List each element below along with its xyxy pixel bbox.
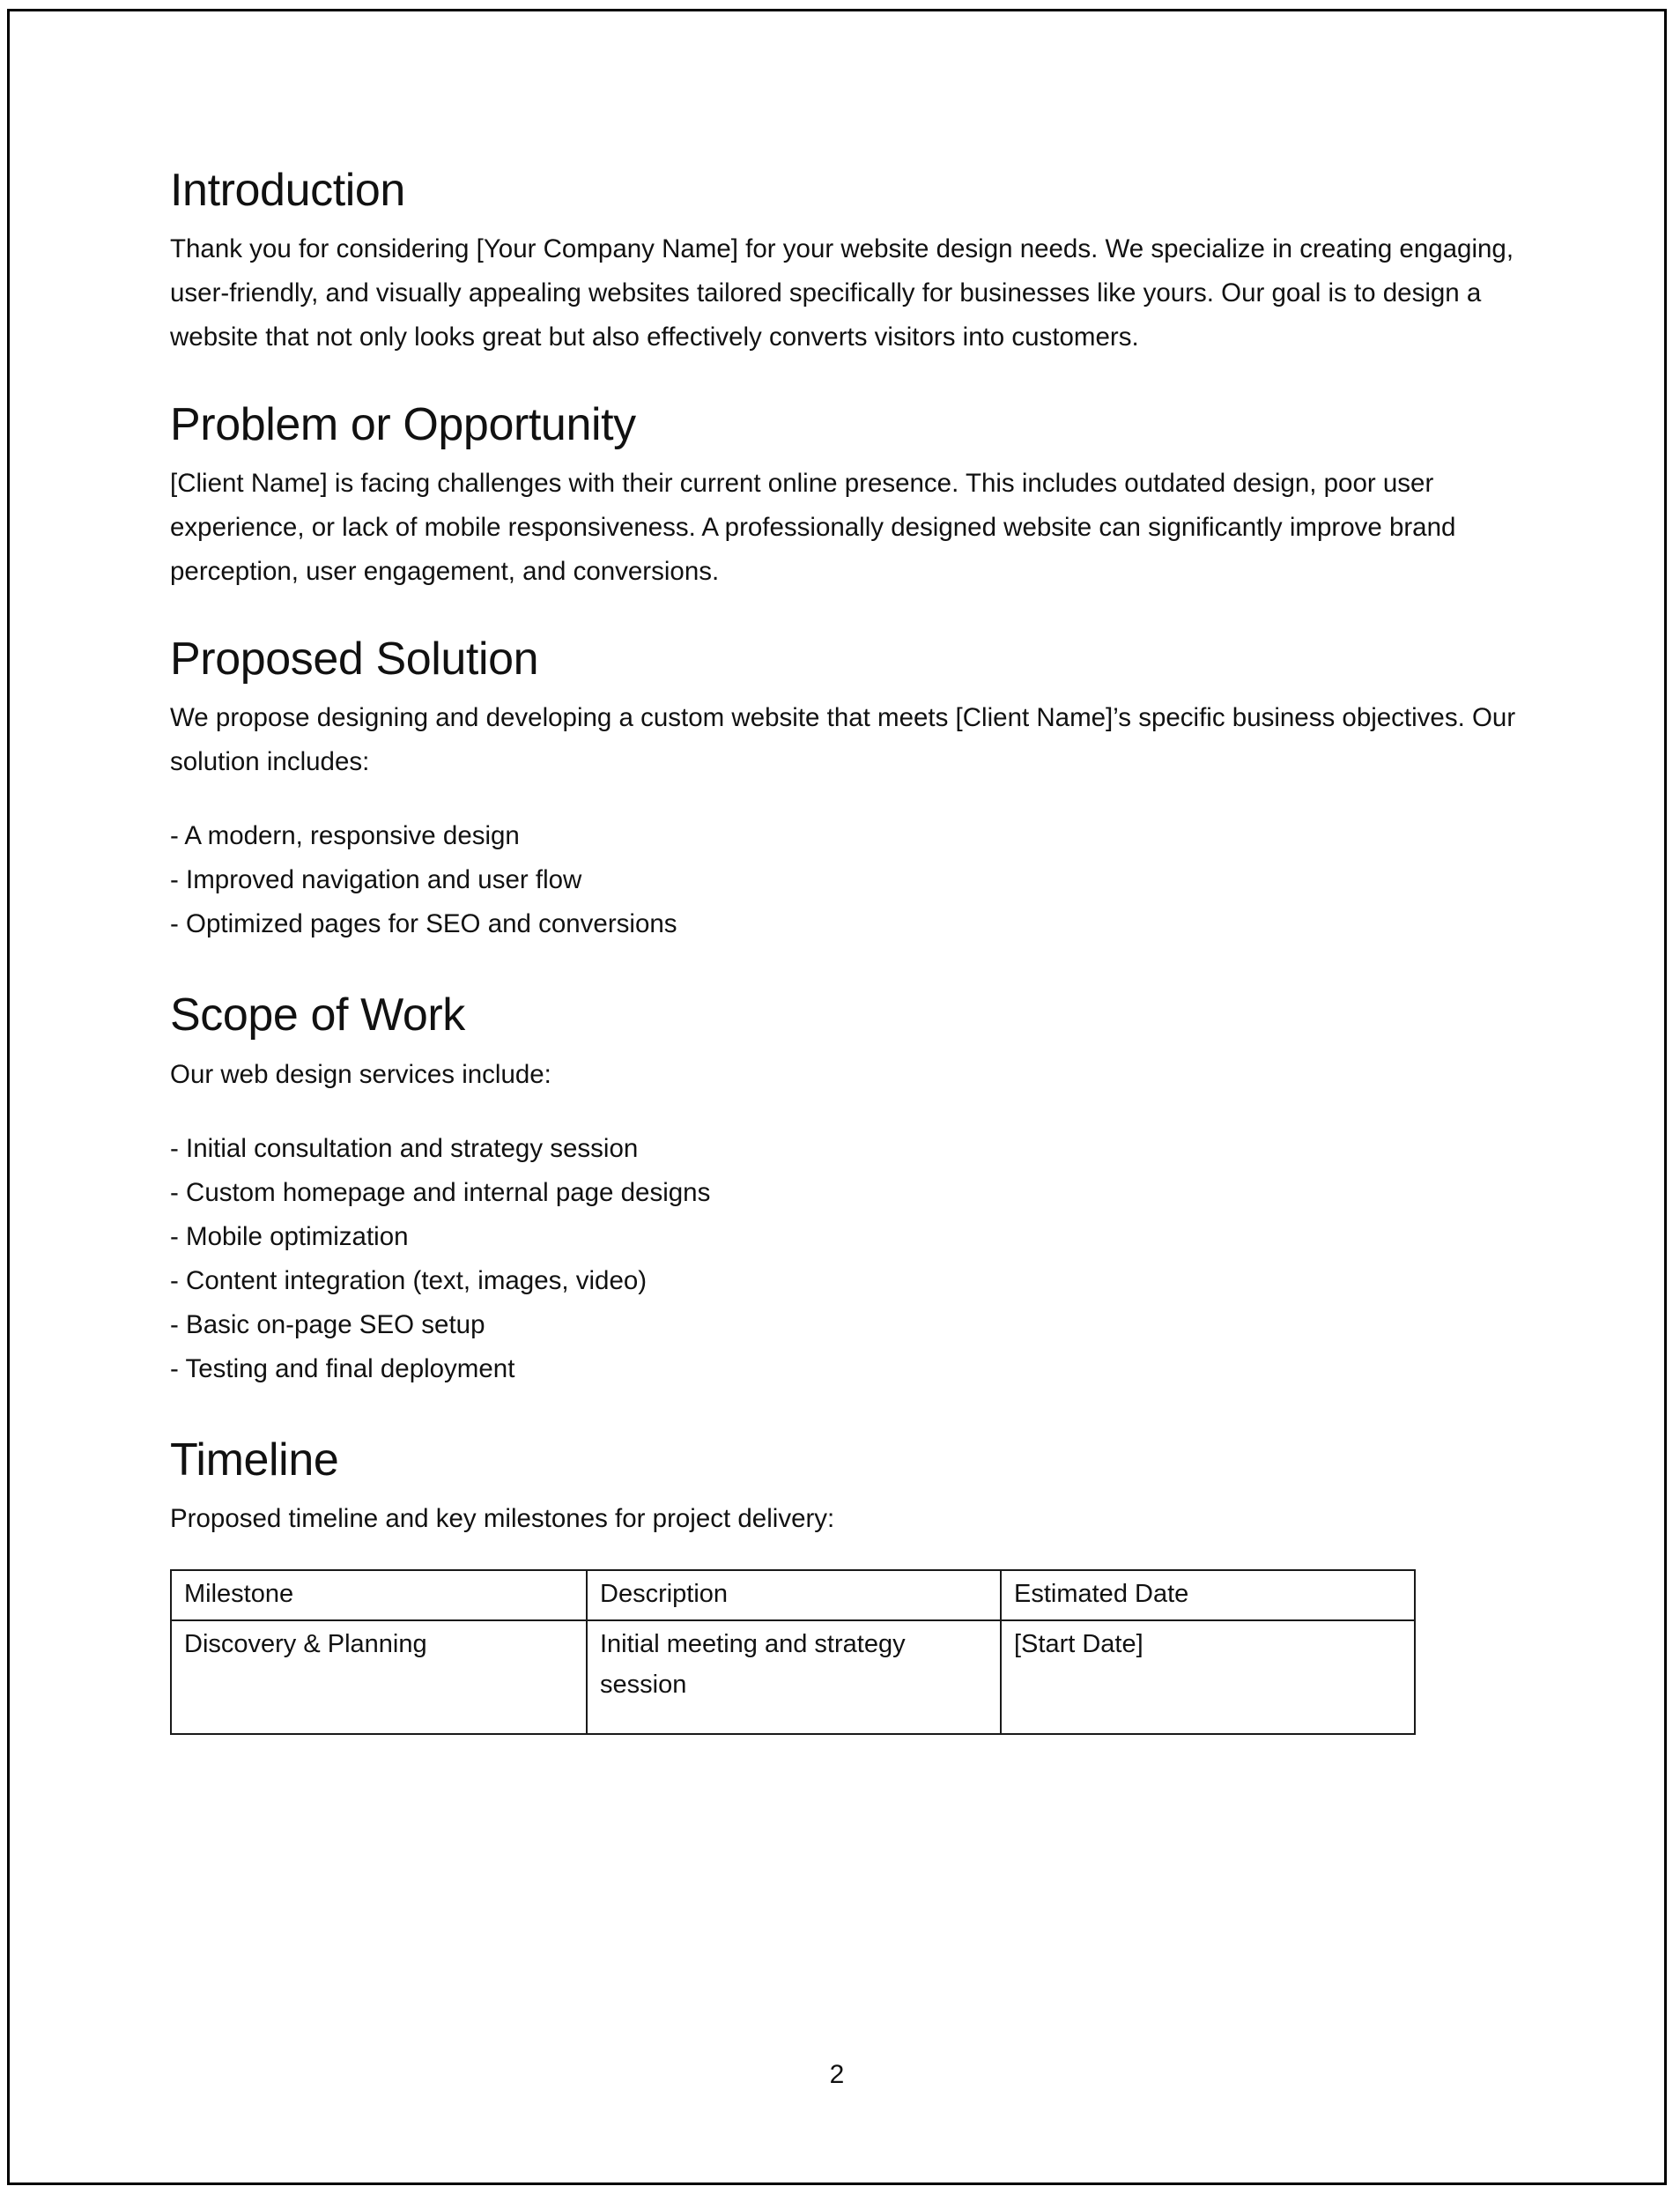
spacer xyxy=(170,1391,1527,1435)
column-header-description: Description xyxy=(587,1570,1001,1620)
spacer xyxy=(170,215,1527,227)
section-scope-of-work xyxy=(170,990,1527,1390)
heading-scope-of-work: Scope of Work xyxy=(170,989,465,1041)
list-item: - Improved navigation and user flow xyxy=(170,865,582,895)
spacer xyxy=(170,946,1527,990)
list-item: - Initial consultation and strategy session xyxy=(170,1133,639,1163)
document-body xyxy=(170,166,1527,1735)
table-row xyxy=(171,1620,1415,1734)
list-proposed-solution xyxy=(170,814,1527,946)
column-header-estimated-date: Estimated Date xyxy=(1001,1570,1415,1620)
heading-timeline: Timeline xyxy=(170,1434,339,1486)
page-number: 2 xyxy=(829,2060,845,2089)
page-border-frame xyxy=(7,9,1667,2185)
paragraph-introduction: Thank you for considering [Your Company Name] for your website design needs. We specialize in creating engaging, user-friendly, and visually appealing websites tailored specifically for businesses like yours. Our goal is to design a website that not only looks great but also effectively converts visitors into customers. xyxy=(170,234,1514,352)
cell-description: Initial meeting and strategy session xyxy=(587,1620,1001,1734)
spacer xyxy=(170,1097,1527,1127)
list-scope-of-work xyxy=(170,1127,1527,1391)
heading-proposed-solution: Proposed Solution xyxy=(170,634,539,685)
column-header-milestone: Milestone xyxy=(171,1570,587,1620)
spacer xyxy=(170,594,1527,634)
spacer xyxy=(170,1541,1527,1569)
list-item: - Custom homepage and internal page designs xyxy=(170,1177,711,1207)
cell-estimated-date: [Start Date] xyxy=(1001,1620,1415,1734)
timeline-table xyxy=(170,1569,1416,1735)
list-item: - Testing and final deployment xyxy=(170,1353,515,1383)
spacer xyxy=(170,684,1527,696)
heading-introduction: Introduction xyxy=(170,165,405,216)
paragraph-problem-or-opportunity: [Client Name] is facing challenges with their current online presence. This includes outdated design, poor user experience, or lack of mobile responsiveness. A professionally designed website can significantly improve brand perception, user engagement, and conversions. xyxy=(170,469,1456,587)
section-problem-or-opportunity xyxy=(170,400,1527,594)
cell-milestone: Discovery & Planning xyxy=(171,1620,587,1734)
spacer xyxy=(170,359,1527,400)
paragraph-scope-of-work: Our web design services include: xyxy=(170,1059,551,1089)
spacer xyxy=(170,449,1527,462)
spacer xyxy=(170,1041,1527,1053)
list-item: - Mobile optimization xyxy=(170,1221,409,1251)
section-timeline xyxy=(170,1435,1527,1735)
list-item: - Content integration (text, images, video) xyxy=(170,1265,648,1295)
section-introduction xyxy=(170,166,1527,359)
spacer xyxy=(170,784,1527,814)
list-item: - Optimized pages for SEO and conversions xyxy=(170,909,677,939)
spacer xyxy=(170,1485,1527,1497)
section-proposed-solution xyxy=(170,634,1527,946)
paragraph-proposed-solution: We propose designing and developing a custom website that meets [Client Name]’s specific business objectives. Our solution includes: xyxy=(170,703,1516,777)
paragraph-timeline: Proposed timeline and key milestones for project delivery: xyxy=(170,1503,835,1533)
heading-problem-or-opportunity: Problem or Opportunity xyxy=(170,399,636,451)
table-header-row xyxy=(171,1570,1415,1620)
list-item: - A modern, responsive design xyxy=(170,821,520,851)
list-item: - Basic on-page SEO setup xyxy=(170,1309,485,1339)
